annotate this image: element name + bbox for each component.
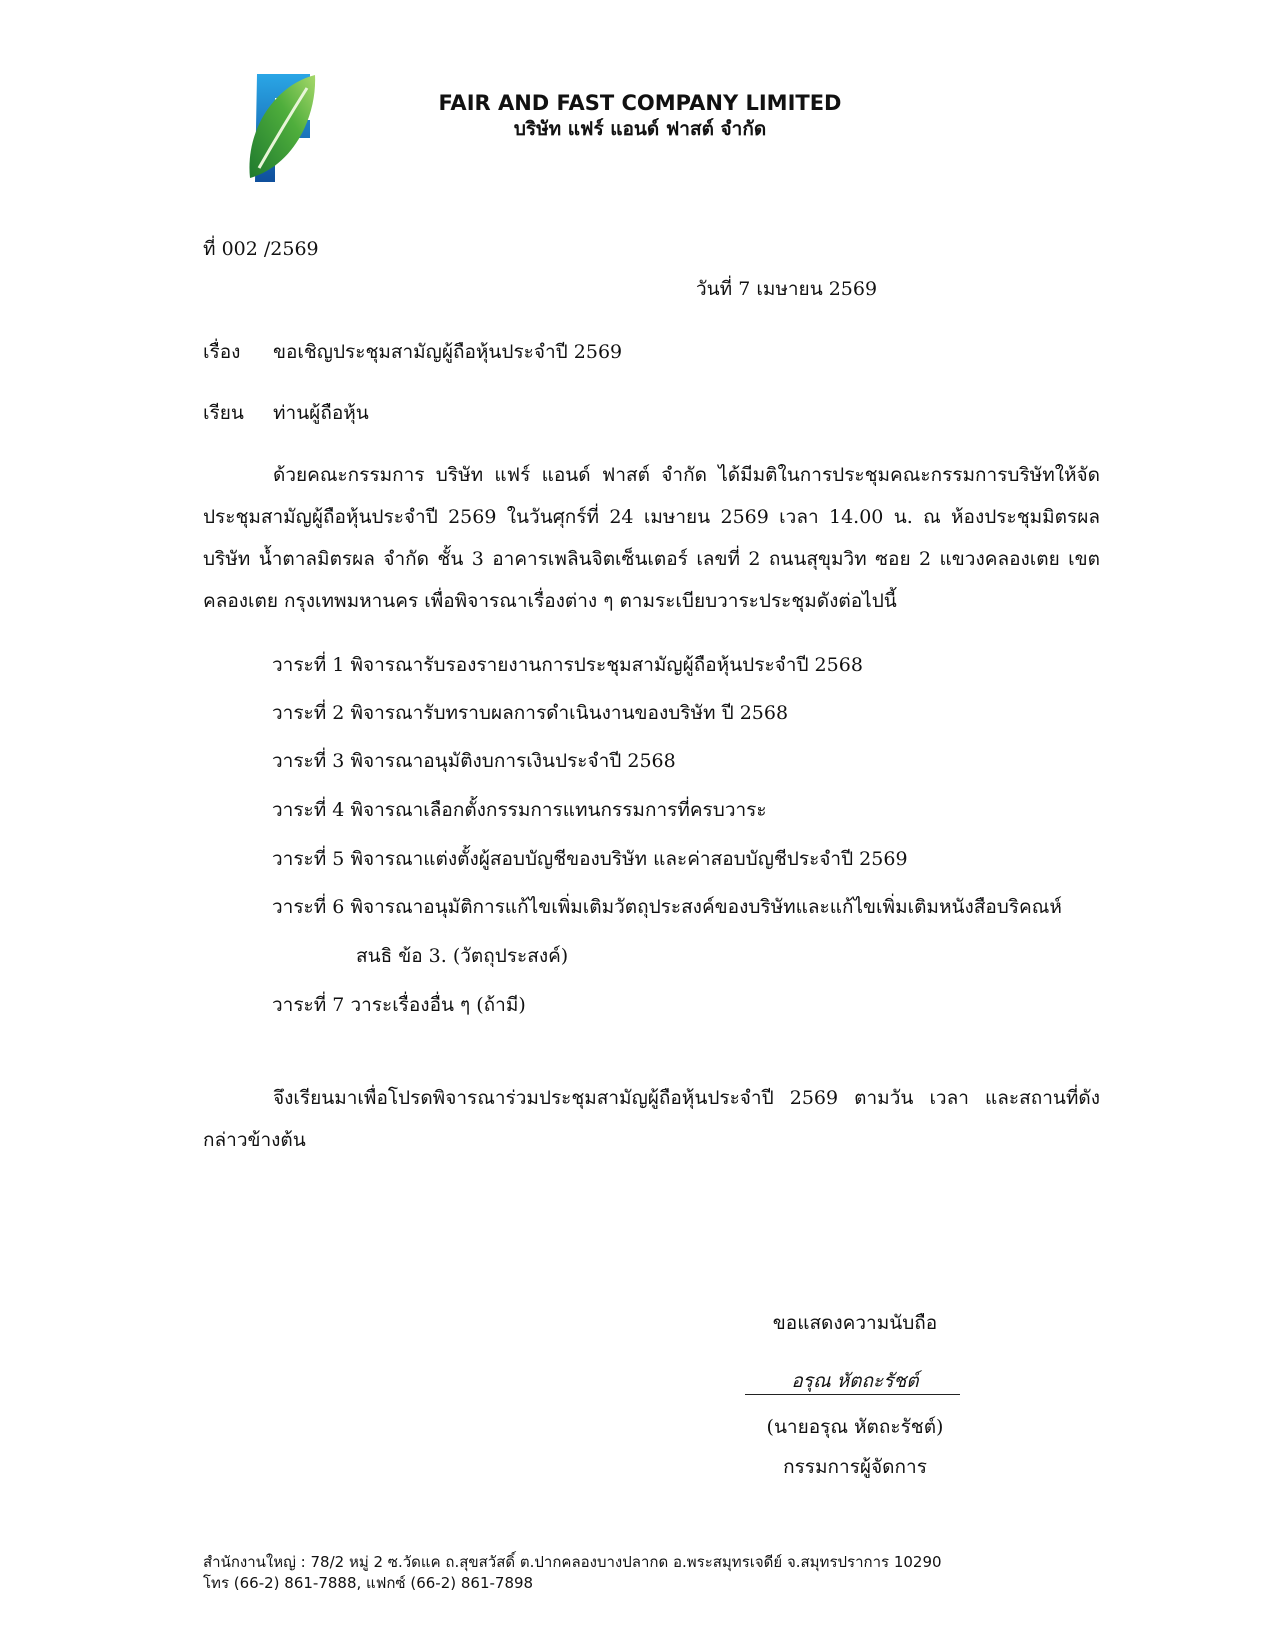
signature-handwritten: อรุณ หัตถะรัชต์: [791, 1370, 919, 1392]
agenda-item-3: วาระที่ 3 พิจารณาอนุมัติงบการเงินประจำปี 2568: [272, 750, 676, 772]
regards-text: ขอแสดงความนับถือ: [772, 1312, 938, 1334]
signatory-name: (นายอรุณ หัตถะรัชต์): [766, 1416, 944, 1438]
signature-line: [745, 1394, 960, 1395]
agenda-item-6-continued: สนธิ ข้อ 3. (วัตถุประสงค์): [356, 945, 569, 967]
recipient-text: ท่านผู้ถือหุ้น: [273, 402, 369, 424]
letter-reference: ที่ 002 /2569: [203, 238, 319, 260]
subject-label: เรื่อง: [203, 341, 241, 363]
footer: [203, 1552, 942, 1594]
company-name-en: FAIR AND FAST COMPANY LIMITED: [438, 91, 842, 115]
footer-address: สำนักงานใหญ่ : 78/2 หมู่ 2 ซ.วัดแค ถ.สุขสวัสดิ์ ต.ปากคลองบางปลากด อ.พระสมุทรเจดีย์ จ.สมุทรปราการ 10290: [203, 1553, 942, 1571]
letter-date: วันที่ 7 เมษายน 2569: [696, 278, 878, 300]
signatory-position: กรรมการผู้จัดการ: [783, 1456, 927, 1478]
closing-paragraph: จึงเรียนมาเพื่อโปรดพิจารณาร่วมประชุมสามัญผู้ถือหุ้นประจำปี 2569 ตามวัน เวลา และสถานที่ดังกล่าวข้างต้น: [203, 1087, 1100, 1151]
agenda-item-2: วาระที่ 2 พิจารณารับทราบผลการดำเนินงานของบริษัท ปี 2568: [272, 702, 789, 724]
company-header: [430, 90, 850, 142]
subject-text: ขอเชิญประชุมสามัญผู้ถือหุ้นประจำปี 2569: [273, 341, 623, 363]
company-logo: [245, 70, 325, 186]
recipient-label: เรียน: [203, 402, 244, 424]
agenda-item-6: วาระที่ 6 พิจารณาอนุมัติการแก้ไขเพิ่มเติมวัตถุประสงค์ของบริษัทและแก้ไขเพิ่มเติมหนังสือบริคณห์: [272, 896, 1062, 918]
agenda-item-7: วาระที่ 7 วาระเรื่องอื่น ๆ (ถ้ามี): [272, 994, 526, 1016]
agenda-item-4: วาระที่ 4 พิจารณาเลือกตั้งกรรมการแทนกรรมการที่ครบวาระ: [272, 799, 767, 821]
body-paragraph: ด้วยคณะกรรมการ บริษัท แฟร์ แอนด์ ฟาสต์ จำกัด ได้มีมติในการประชุมคณะกรรมการบริษัทให้จัดประชุมสามัญผู้ถือหุ้นประจำปี 2569 ในวันศุกร์ที่ 24 เมษายน 2569 เวลา 14.00 น. ณ ห้องประชุมมิตรผล บริษัท น้ำตาลมิตรผล จำกัด ชั้น 3 อาคารเพลินจิตเซ็นเตอร์ เลขที่ 2 ถนนสุขุมวิท ซอย 2 แขวงคลองเตย เขตคลองเตย กรุงเทพมหานคร เพื่อพิจารณาเรื่องต่าง ๆ ตามระเบียบวาระประชุมดังต่อไปนี้: [203, 464, 1100, 612]
company-name-th: บริษัท แฟร์ แอนด์ ฟาสต์ จำกัด: [513, 118, 767, 140]
agenda-item-5: วาระที่ 5 พิจารณาแต่งตั้งผู้สอบบัญชีของบริษัท และค่าสอบบัญชีประจำปี 2569: [272, 848, 908, 870]
agenda-item-1: วาระที่ 1 พิจารณารับรองรายงานการประชุมสามัญผู้ถือหุ้นประจำปี 2568: [272, 654, 863, 676]
footer-contact: โทร (66-2) 861-7888, แฟกซ์ (66-2) 861-7898: [203, 1574, 534, 1592]
